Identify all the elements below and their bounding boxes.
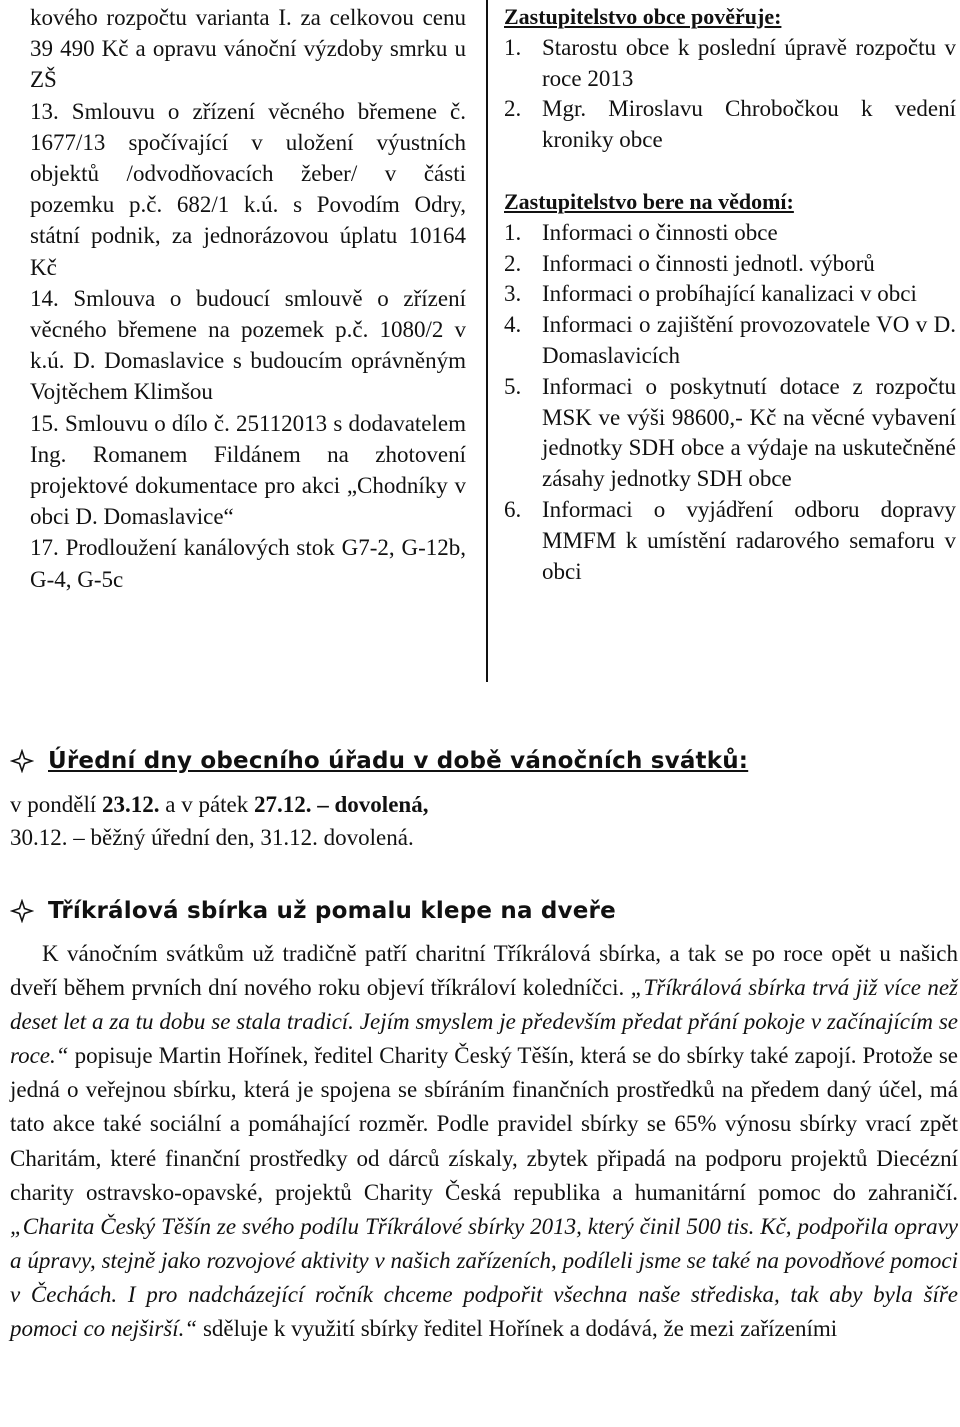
item-number: 4. xyxy=(504,312,522,338)
item-text: Informaci o poskytnutí dotace z rozpočtu MSK ve výši 98600,- Kč na věcné vybavení jednotky SDH obce a výdaje na uskutečněné zásahy jednotky SDH obce xyxy=(542,373,956,492)
right-column xyxy=(504,2,956,587)
item-number: 2. xyxy=(504,96,522,122)
status-bold: – dovolená, xyxy=(311,792,429,817)
item-text: Informaci o vyjádření odboru dopravy MMFM k umístění radarového semaforu v obci xyxy=(542,496,956,584)
list-item-15: 15. Smlouvu o dílo č. 25112013 s dodavatelem Ing. Romanem Fildánem na zhotovení projektové dokumentace pro akci „Chodníky v obci D. Domaslavice“ xyxy=(30,410,466,530)
office-hours-title: Úřední dny obecního úřadu v době vánočních svátků: xyxy=(48,748,749,774)
item-number: 1. xyxy=(504,34,522,60)
acknowledges-heading: Zastupitelstvo bere na vědomí: xyxy=(504,188,794,214)
authorizes-list xyxy=(504,33,956,156)
office-hours-line-2: 30.12. – běžný úřední den, 31.12. dovolená. xyxy=(10,825,414,850)
item-text: Informaci o probíhající kanalizaci v obci xyxy=(542,281,917,307)
office-hours-heading xyxy=(10,748,748,774)
authorizes-heading: Zastupitelstvo obce pověřuje: xyxy=(504,4,782,29)
item-number: 5. xyxy=(504,373,522,399)
column-divider xyxy=(486,0,488,682)
list-item-continuation: kového rozpočtu varianta I. za celkovou cenu 39 490 Kč a opravu vánoční výzdoby smrku u ZŠ xyxy=(30,5,466,93)
item-text: Informaci o činnosti obce xyxy=(542,219,778,245)
diamond-bullet-icon xyxy=(10,749,34,773)
office-hours-body xyxy=(10,788,950,854)
text-segment: v pondělí xyxy=(10,792,102,817)
list-item xyxy=(504,249,956,280)
item-number: 3. xyxy=(504,281,522,307)
text-segment: popisuje Martin Hořínek, ředitel Charity Český Těšín, která se do sbírky také zapojí. Protože se jedná o veřejnou sbírku, která je spojena se sbíráním finančních prostředků na předem daný účel, má tato akce také sociální a pomáhající rozměr. Podle pravidel sbírky se 65% výnosu sbírky vrací zpět Charitám, které finanční prostředky od dárců získaly, zbytek připadá na podporu projektů Diecézní charity ostravsko-opavské, projektů Charity Česká republika a humanitární pomoc do zahraničí. xyxy=(10,1043,958,1205)
three-kings-article xyxy=(10,937,958,1346)
quote: „Tříkrálová sbírka trvá již více než deset let a za tu dobu se stala tradicí. Jejím smyslem je především předat přání pokoje v začínajícím se roce.“ xyxy=(10,975,959,1069)
text-segment: K vánočním svátkům už tradičně patří charitní Tříkrálová sbírka, a tak se po roce opět u našich dveří během prvních dní nového roku objeví tříkráloví koledníčci. xyxy=(10,941,958,1001)
list-item xyxy=(504,279,956,310)
quote: „Charita Český Těšín ze svého podílu Tříkrálové sbírky 2013, který činil 500 tis. Kč, podpořila opravy a úpravy, stejně jako rozvojové aktivity v našich zařízeních, podíleli jsme se také na povodňové pomoci v Čechách. I pro nadcházející ročník chceme podpořit všechna naše střediska, tak aby byla šíře pomoci co nejširší.“ xyxy=(10,1213,958,1342)
item-number: 6. xyxy=(504,496,522,522)
item-number: 2. xyxy=(504,250,522,276)
article-paragraph xyxy=(10,937,958,1346)
item-number: 1. xyxy=(504,219,522,245)
item-text: Starostu obce k poslední úpravě rozpočtu v roce 2013 xyxy=(542,34,956,91)
item-text: Mgr. Miroslavu Chrobočkou k vedení kroniky obce xyxy=(542,96,956,153)
acknowledges-list xyxy=(504,218,956,588)
item-text: Informaci o zajištění provozovatele VO v D. Domaslavicích xyxy=(542,312,956,368)
date-bold: 23.12. xyxy=(102,792,160,817)
text-segment: a v pátek xyxy=(159,792,255,817)
list-item xyxy=(504,495,956,587)
list-item xyxy=(504,372,956,495)
list-item-14: 14. Smlouva o budoucí smlouvě o zřízení věcného břemene na pozemek p.č. 1080/2 v k.ú. D. Domaslavice s budoucím oprávněným Vojtěchem Klimšou xyxy=(30,285,466,405)
left-column xyxy=(30,2,466,595)
list-item xyxy=(504,310,956,372)
office-hours-line-1 xyxy=(10,788,950,821)
item-text: Informaci o činnosti jednotl. výborů xyxy=(542,250,875,276)
date-bold: 27.12. xyxy=(254,792,312,817)
spacer xyxy=(504,156,956,187)
list-item-17: 17. Prodloužení kanálových stok G7-2, G-12b, G-4, G-5c xyxy=(30,535,466,592)
list-item xyxy=(504,218,956,249)
list-item xyxy=(504,94,956,156)
three-kings-heading xyxy=(10,898,616,924)
list-item xyxy=(504,33,956,95)
diamond-bullet-icon xyxy=(10,899,34,923)
list-item-13: 13. Smlouvu o zřízení věcného břemene č. 1677/13 spočívající v uložení výustních objektů /odvodňovacích žeber/ v části pozemku p.č. 682/1 k.ú. s Povodím Odry, státní podnik, za jednorázovou úplatu 10164 Kč xyxy=(30,98,466,280)
three-kings-title: Tříkrálová sbírka už pomalu klepe na dveře xyxy=(48,898,616,924)
text-segment: sděluje k využití sbírky ředitel Hořínek a dodává, že mezi zařízeními xyxy=(197,1316,838,1342)
